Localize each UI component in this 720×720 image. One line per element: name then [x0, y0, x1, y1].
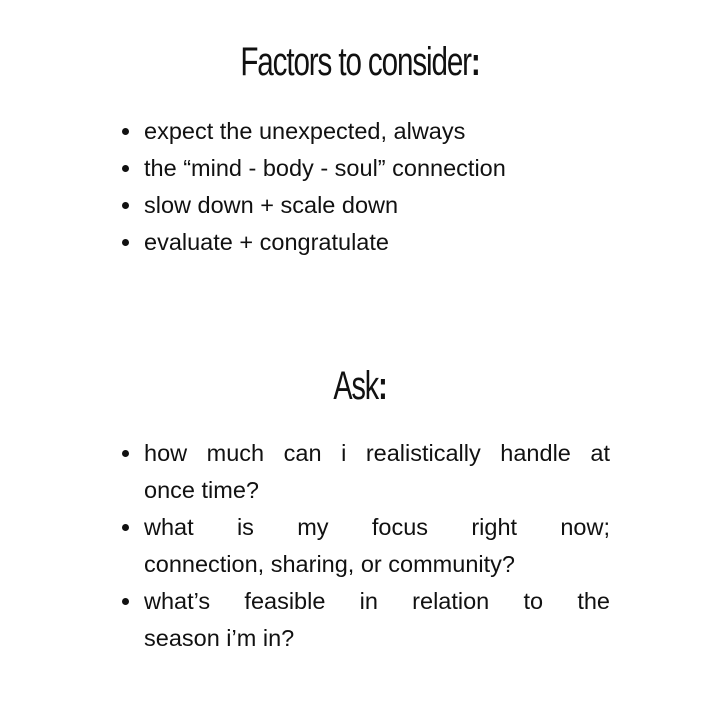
ask-list-item — [120, 435, 610, 509]
ask-list-item-line: connection, sharing, or community? — [144, 551, 515, 577]
factors-list-item: evaluate + congratulate — [120, 224, 620, 261]
ask-list-item-line: once time? — [144, 477, 259, 503]
ask-heading-text: Ask — [333, 364, 379, 408]
ask-list-item-line: what’s feasible in relation to the — [144, 588, 610, 614]
ask-heading — [101, 364, 619, 409]
factors-list — [120, 113, 620, 261]
factors-heading-colon: : — [470, 40, 480, 84]
factors-heading-text: Factors to consider — [240, 40, 471, 84]
factors-heading — [94, 40, 627, 85]
ask-heading-colon: : — [378, 364, 387, 408]
factors-list-item: the “mind - body - soul” connection — [120, 150, 620, 187]
factors-list-item: expect the unexpected, always — [120, 113, 620, 150]
ask-list-item-line: season i’m in? — [144, 625, 295, 651]
ask-list-item-line: how much can i realistically handle at — [144, 440, 610, 466]
factors-list-item: slow down + scale down — [120, 187, 620, 224]
ask-list-item — [120, 509, 610, 583]
ask-list-item-line: what is my focus right now; — [144, 514, 610, 540]
ask-list-item — [120, 583, 610, 657]
ask-list — [120, 435, 610, 657]
